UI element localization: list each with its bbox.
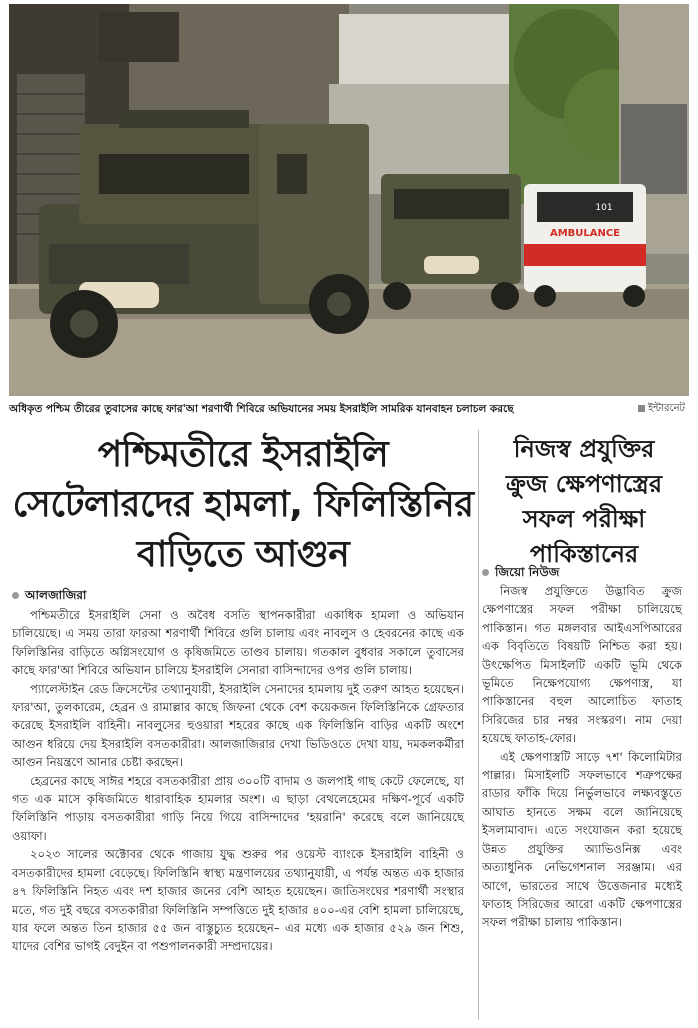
main-paragraph: হেব্রনের কাছে সাঈর শহরে বসতকারীরা প্রায় ৩০০টি বাদাম ও জলপাই গাছ কেটে ফেলেছে, যা গত এক মাসে কৃষিজমিতে ধারাবাহিক হামলার অংশ। এ ছাড়া বেথলেহেমের দক্ষিণ-পূর্বে একটি ফিলিস্তিনি পাড়ায় বসতকারীরা গাড়ি নিয়ে গিয়ে বাসিন্দাদের 'হয়রানি' করেছে বলে জানিয়েছে ওয়াফা। xyxy=(12,773,464,843)
side-headline xyxy=(480,432,688,572)
main-headline-line: বাড়িতে আগুন xyxy=(136,534,350,575)
side-paragraph: নিজস্ব প্রযুক্তিতে উদ্ভাবিত ক্রুজ ক্ষেপণাস্ত্রের সফল পরীক্ষা চালিয়েছে পাকিস্তান। গত মঙ্গলবার আইএসপিআরের এক বিবৃতিতে বিষয়টি নিশ্চিত করা হয়। উৎক্ষেপিত মিসাইলটি একটি ভূমি থেকে ভূমিতে নিক্ষেপযোগ্য ক্ষেপণাস্ত্র, যা পাকিস্তানের বহুল আলোচিত ফাতাহ সিরিজের চার নম্বর সংস্করণ। নাম দেয়া হয়েছে ফাতাহ-ফোর। xyxy=(482,584,682,746)
photo-caption xyxy=(9,399,689,419)
main-paragraph: পশ্চিমতীরে ইসরাইলি সেনা ও অবৈধ বসতি স্থাপনকারীরা একাধিক হামলা ও অভিযান চালিয়েছে। এ সময় তারা ফারআ শরণার্থী শিবিরে গুলি চালায় এবং নাবলুস ও হেবরনের কাছে এক ফিলিস্তিনির বাড়িতে অগ্নিসংযোগ ও কৃষিজমিতে তাণ্ডব চালায়। গতকাল বুধবার সকালে তুবাসের কাছে ফার'আ শিবিরে অভিযান চালিয়ে ইসরাইলি সেনারা বাসিন্দাদের ওপর গুলি চালায়। xyxy=(12,608,464,678)
main-paragraph: প্যালেস্টাইন রেড ক্রিসেন্টের তথ্যানুযায়ী, ইসরাইলি সেনাদের হামলায় দুই তরুণ আহত হয়েছেন। ফার'আ, তুলকারেম, হেব্রন ও রামাল্লার কাছে জিফনা থেকে বেশ কয়েকজন ফিলিস্তিনিকে গ্রেফতার করেছে ইসরাইলি বাহিনী। নাবলুসের হুওয়ারা শহরের কাছে এক ফিলিস্তিনি বাড়ির একটি অংশে আগুন ধরিয়ে দেয় ইসরাইলি বসতকারীরা। আলজাজিরার দেখা ভিডিওতে দেখা যায়, দমকলকর্মীরা আগুন নিয়ন্ত্রণে আনার চেষ্টা করছেন। xyxy=(12,681,464,770)
main-paragraph: ২০২৩ সালের অক্টোবর থেকে গাজায় যুদ্ধ শুরুর পর ওয়েস্ট ব্যাংকে ইসরাইলি বাহিনী ও বসতকারীদের হামলা বেড়েছে। ফিলিস্তিনি স্বাস্থ্য মন্ত্রণালয়ের তথ্যানুযায়ী, এ পর্যন্ত অন্তত এক হাজার ৪৭ ফিলিস্তিনি নিহত এবং দশ হাজার জনের বেশি আহত হয়েছেন। জাতিসংঘের শরণার্থী সংস্থার মতে, গত দুই বছরে বসতকারীরা ফিলিস্তিনি সম্পত্তিতে দুই হাজার ৪০০-এর বেশি হামলা চালিয়েছে, যার ফলে অন্তত তিন হাজার ৫৫ জন বাস্তুচ্যুত হয়েছেন– এর মধ্যে এক হাজার ৫২৯ জন শিশু, যাদের বেশির ভাগই বেদুইন বা পশুপালনকারী সম্প্রদায়ের। xyxy=(12,847,464,954)
photo-credit: ইন্টারনেট xyxy=(638,399,685,419)
main-headline-line: সেটেলারদের হামলা, ফিলিস্তিনির xyxy=(12,484,474,525)
column-divider xyxy=(478,430,479,1020)
side-headline-line: পাকিস্তানের xyxy=(529,540,639,568)
main-headline xyxy=(12,430,474,580)
side-headline-line: নিজস্ব প্রযুক্তির xyxy=(513,435,655,463)
side-paragraph: এই ক্ষেপণাস্ত্রটি সাড়ে ৭শ' কিলোমিটার পাল্লার। মিসাইলটি সফলভাবে শত্রুপক্ষের রাডার ফাঁকি দিয়ে নির্ভুলভাবে লক্ষ্যবস্তুতে আঘাত হানতে সক্ষম বলে জানিয়েছে ইসলামাবাদ। এতে সংযোজন করা হয়েছে উন্নত প্রযুক্তির অ্যাভিওনিক্স এবং অত্যাধুনিক নেভিগেশনাল সরঞ্জাম। এর আগে, ভারতের সাথে উত্তেজনার মধ্যেই ফাতাহ সিরিজের আরো একটি ক্ষেপণাস্ত্রের সফল পরীক্ষা চালায় পাকিস্তান। xyxy=(482,749,682,930)
news-photo xyxy=(9,4,689,396)
photo-caption-text: অধিকৃত পশ্চিম তীরের তুবাসের কাছে ফার'আ শরণার্থী শিবিরে অভিযানের সময় ইসরাইলি সামরিক যানবাহন চলাচল করছে xyxy=(9,403,514,415)
ambulance-label: AMBULANCE xyxy=(549,228,621,239)
side-source-label: জিয়ো নিউজ xyxy=(482,564,559,584)
main-article-body xyxy=(12,606,464,956)
main-source-label: আলজাজিরা xyxy=(12,587,86,607)
main-headline-line: পশ্চিমতীরে ইসরাইলি xyxy=(97,434,389,475)
side-headline-line: ক্রুজ ক্ষেপণাস্ত্রের xyxy=(505,470,663,498)
side-headline-line: সফল পরীক্ষা xyxy=(522,505,646,533)
side-article-body xyxy=(482,582,682,932)
military-vehicles-photo xyxy=(9,4,689,396)
ambulance-number: 101 xyxy=(595,203,613,213)
